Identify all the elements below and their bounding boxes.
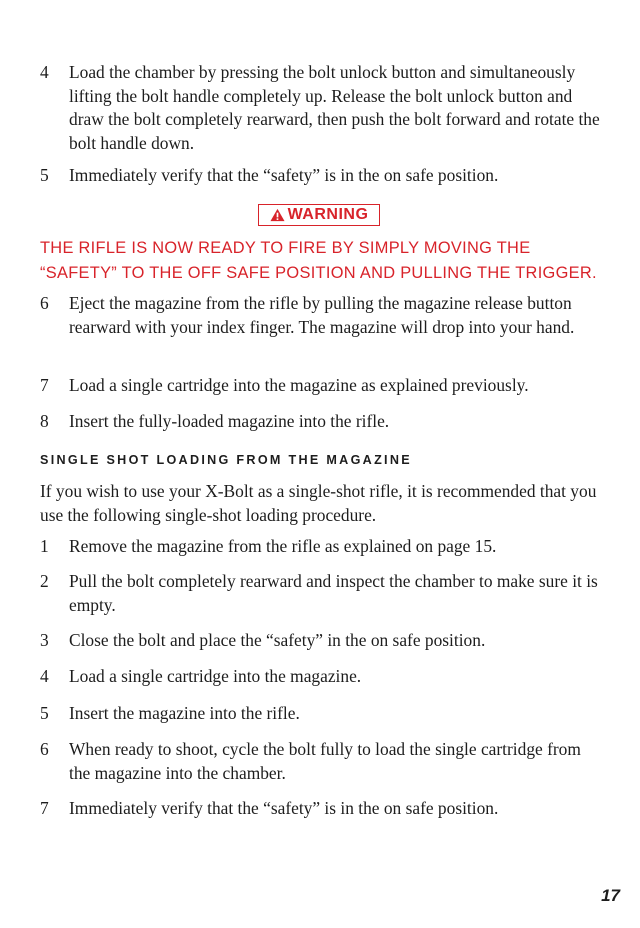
- step-number: 2: [40, 571, 49, 591]
- warning-label: WARNING: [287, 206, 369, 223]
- step-text: Insert the magazine into the rifle.: [69, 703, 300, 723]
- step-text: When ready to shoot, cycle the bolt fully to load the single cartridge from the magazine into the chamber.: [69, 739, 581, 783]
- step-number: 3: [40, 630, 49, 650]
- list-item: [40, 570, 600, 617]
- list-item: [40, 61, 600, 155]
- step-number: 7: [40, 375, 49, 395]
- step-text: Load a single cartridge into the magazine as explained previously.: [69, 375, 529, 395]
- step-text: Remove the magazine from the rifle as explained on page 15.: [69, 536, 497, 556]
- list-item: [40, 797, 600, 821]
- step-number: 8: [40, 411, 49, 431]
- step-number: 4: [40, 666, 49, 686]
- step-number: 4: [40, 62, 49, 82]
- step-number: 7: [40, 798, 49, 818]
- step-number: 6: [40, 739, 49, 759]
- step-number: 5: [40, 703, 49, 723]
- list-item: [40, 410, 600, 434]
- step-number: 6: [40, 293, 49, 313]
- page-number: 17: [601, 886, 620, 905]
- list-item: [40, 535, 600, 559]
- list-item: [40, 292, 600, 339]
- section-heading: SINGLE SHOT LOADING FROM THE MAGAZINE: [40, 453, 412, 467]
- step-text: Pull the bolt completely rearward and inspect the chamber to make sure it is empty.: [69, 571, 598, 615]
- section-intro: If you wish to use your X-Bolt as a single-shot rifle, it is recommended that you use the following single-shot loading procedure.: [40, 481, 597, 525]
- list-item: [40, 702, 600, 726]
- list-item: [40, 374, 600, 398]
- warning-badge: [258, 204, 380, 226]
- list-item: [40, 629, 600, 653]
- list-item: [40, 164, 600, 188]
- step-text: Load a single cartridge into the magazine.: [69, 666, 362, 686]
- list-item: [40, 738, 600, 785]
- step-text: Load the chamber by pressing the bolt unlock button and simultaneously lifting the bolt handle completely up. Release the bolt unlock button and draw the bolt completely rearward, then push the bolt forward and rotate the bolt handle down.: [69, 62, 600, 153]
- step-text: Immediately verify that the “safety” is in the on safe position.: [69, 798, 499, 818]
- warning-triangle-icon: [270, 208, 285, 222]
- step-number: 1: [40, 536, 49, 556]
- step-number: 5: [40, 165, 49, 185]
- step-text: Insert the fully-loaded magazine into the rifle.: [69, 411, 390, 431]
- warning-message: THE RIFLE IS NOW READY TO FIRE BY SIMPLY MOVING THE “SAFETY” TO THE OFF SAFE POSITION AND PULLING THE TRIGGER.: [40, 239, 597, 282]
- step-text: Close the bolt and place the “safety” in the on safe position.: [69, 630, 486, 650]
- step-text: Eject the magazine from the rifle by pulling the magazine release button rearward with your index finger. The magazine will drop into your hand.: [69, 293, 575, 337]
- list-item: [40, 665, 600, 689]
- step-text: Immediately verify that the “safety” is in the on safe position.: [69, 165, 499, 185]
